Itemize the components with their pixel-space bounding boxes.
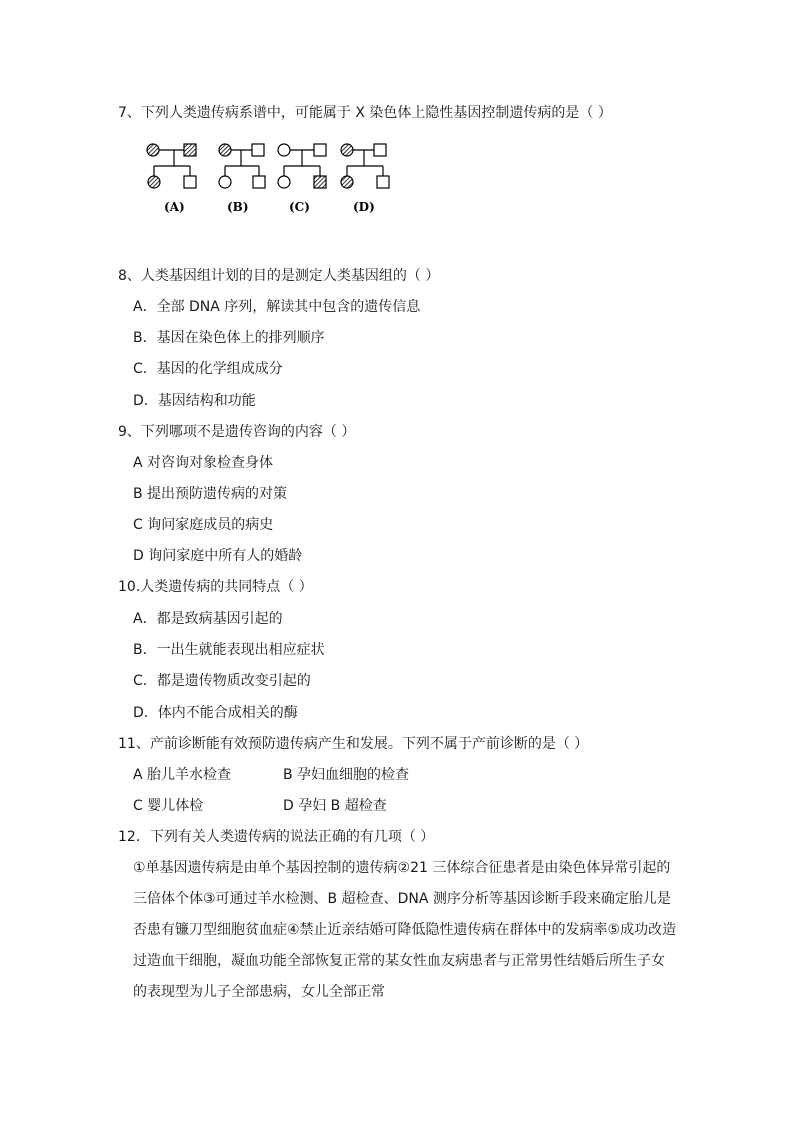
pedigree-c-father xyxy=(314,144,326,156)
q10-option-b: B．一出生就能表现出相应症状 xyxy=(133,642,325,658)
q10-option-c: C．都是遗传物质改变引起的 xyxy=(133,673,311,689)
pedigree-a-father xyxy=(184,144,196,156)
pedigree-d-daughter xyxy=(341,176,353,188)
pedigree-c-daughter xyxy=(278,176,290,188)
pedigree-b-label: (B) xyxy=(227,200,249,214)
q10-option-a: A．都是致病基因引起的 xyxy=(133,611,283,627)
q10-option-d: D．体内不能合成相关的酶 xyxy=(133,705,298,721)
pedigree-b-son xyxy=(253,176,265,188)
pedigree-b xyxy=(219,144,265,188)
q9-option-a: A 对咨询对象检查身体 xyxy=(133,455,274,471)
pedigree-c-son xyxy=(314,176,326,188)
q11-option-a: A 胎儿羊水检查 xyxy=(133,767,232,783)
q11-stem: 11、产前诊断能有效预防遗传病产生和发展。下列不属于产前诊断的是（ ） xyxy=(118,736,589,752)
pedigree-b-daughter xyxy=(219,176,231,188)
q11-option-d: D 孕妇 B 超检查 xyxy=(283,798,387,814)
q12-body: ①单基因遗传病是由单个基因控制的遗传病②21 三体综合征患者是由染色体异常引起的三倍体个体③可通过羊水检测、B 超检查、DNA 测序分析等基因诊断手段来确定胎儿是否患有镰刀型细胞贫血症④禁止近亲结婚可降低隐性遗传病在群体中的发病率⑤成功改造过造血干细胞，凝血功能全部恢复正常的某女性血友病患者与正常男性结婚后所生子女的表现型为儿子全部患病，女儿全部正常 xyxy=(133,860,677,1000)
pedigree-d-son xyxy=(377,176,389,188)
q9-option-b: B 提出预防遗传病的对策 xyxy=(133,486,288,502)
q12-stem: 12．下列有关人类遗传病的说法正确的有几项（ ） xyxy=(118,829,435,845)
q9-stem: 9、下列哪项不是遗传咨询的内容（ ） xyxy=(118,424,356,440)
pedigree-a-label: (A) xyxy=(164,200,185,214)
pedigree-a-son xyxy=(184,176,196,188)
q8-stem: 8、人类基因组计划的目的是测定人类基因组的（ ） xyxy=(118,268,440,284)
q11-option-c: C 婴儿体检 xyxy=(133,798,204,814)
pedigree-diagrams xyxy=(140,136,410,218)
pedigree-d-label: (D) xyxy=(353,200,375,214)
pedigree-b-mother xyxy=(219,144,231,156)
pedigree-b-father xyxy=(252,144,264,156)
q11-option-b: B 孕妇血细胞的检查 xyxy=(283,767,410,783)
pedigree-a-mother xyxy=(147,144,159,156)
q7-stem: 7、下列人类遗传病系谱中，可能属于 X 染色体上隐性基因控制遗传病的是（ ） xyxy=(118,105,612,121)
q8-option-b: B．基因在染色体上的排列顺序 xyxy=(133,330,325,346)
q10-stem: 10.人类遗传病的共同特点（ ） xyxy=(118,579,313,595)
pedigree-c-label: (C) xyxy=(289,200,310,214)
pedigree-d-father xyxy=(374,144,386,156)
pedigree-a-daughter xyxy=(148,176,160,188)
pedigree-a xyxy=(147,144,196,188)
q8-option-d: D．基因结构和功能 xyxy=(133,393,256,409)
q8-option-a: A．全部 DNA 序列，解读其中包含的遗传信息 xyxy=(133,299,421,315)
pedigree-d-mother xyxy=(341,144,353,156)
q9-option-c: C 询问家庭成员的病史 xyxy=(133,517,274,533)
q9-option-d: D 询问家庭中所有人的婚龄 xyxy=(133,548,303,564)
pedigree-c-mother xyxy=(278,144,290,156)
q8-option-c: C．基因的化学组成成分 xyxy=(133,361,283,377)
pedigree-d xyxy=(341,144,389,188)
pedigree-c xyxy=(278,144,326,188)
